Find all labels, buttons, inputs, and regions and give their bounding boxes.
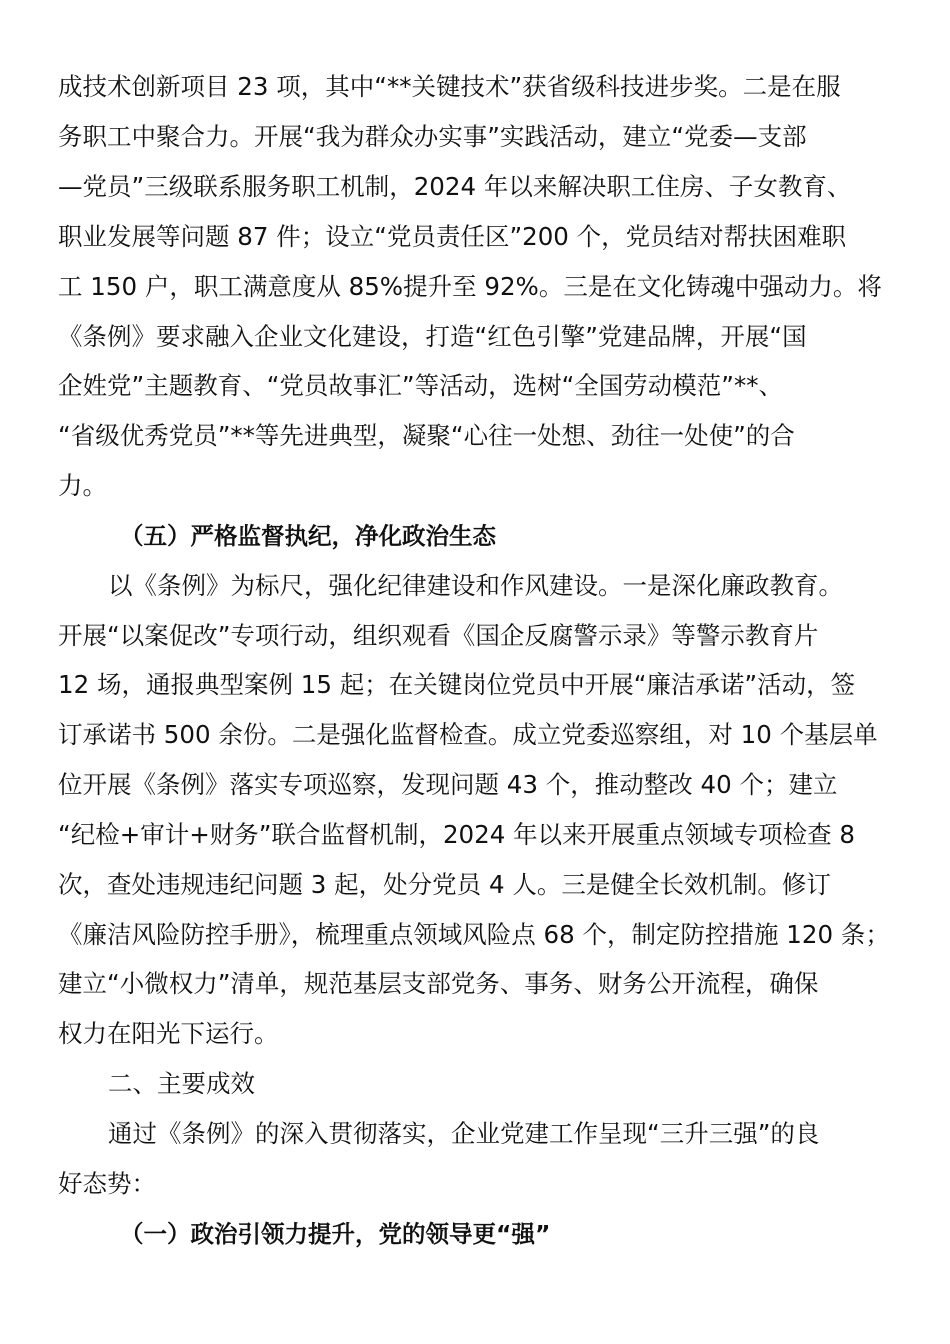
paragraph-line: 《廉洁风险防控手册》，梳理重点领域风险点 68 个，制定防控措施 120 条； (58, 920, 890, 949)
paragraph-line: 企姓党”主题教育、“党员故事汇”等活动，选树“全国劳动模范”**、 (58, 371, 783, 400)
paragraph-line: 以《条例》为标尺，强化纪律建设和作风建设。一是深化廉政教育。 (108, 571, 843, 600)
paragraph-line: 工 150 户，职工满意度从 85%提升至 92%。三是在文化铸魂中强动力。将 (58, 272, 882, 301)
paragraph-line: 《条例》要求融入企业文化建设，打造“红色引擎”党建品牌，开展“国 (58, 322, 807, 351)
paragraph-line: 12 场，通报典型案例 15 起；在关键岗位党员中开展“廉洁承诺”活动，签 (58, 670, 856, 699)
paragraph-line: 建立“小微权力”清单，规范基层支部党务、事务、财务公开流程，确保 (58, 969, 819, 998)
paragraph-line: 位开展《条例》落实专项巡察，发现问题 43 个，推动整改 40 个；建立 (58, 770, 838, 799)
paragraph-line: 好态势： (58, 1169, 156, 1198)
paragraph-line: 权力在阳光下运行。 (58, 1019, 279, 1048)
paragraph-line: 务职工中聚合力。开展“我为群众办实事”实践活动，建立“党委—支部 (58, 122, 807, 151)
paragraph-line: 力。 (58, 471, 107, 500)
paragraph-line: “纪检+审计+财务”联合监督机制，2024 年以来开展重点领域专项检查 8 (58, 820, 855, 849)
paragraph-line: 开展“以案促改”专项行动，组织观看《国企反腐警示录》等警示教育片 (58, 621, 819, 650)
paragraph-line: 订承诺书 500 余份。二是强化监督检查。成立党委巡察组，对 10 个基层单 (58, 720, 878, 749)
paragraph-line: 成技术创新项目 23 项，其中“**关键技术”获省级科技进步奖。二是在服 (58, 72, 841, 101)
paragraph-line: 职业发展等问题 87 件；设立“党员责任区”200 个，党员结对帮扶困难职 (58, 222, 847, 251)
section-heading: （一）政治引领力提升，党的领导更“强” (120, 1220, 551, 1248)
paragraph-line: “省级优秀党员”**等先进典型，凝聚“心往一处想、劲往一处使”的合 (58, 421, 795, 450)
paragraph-line: 次，查处违规违纪问题 3 起，处分党员 4 人。三是健全长效机制。修订 (58, 870, 831, 899)
paragraph-line: 通过《条例》的深入贯彻落实，企业党建工作呈现“三升三强”的良 (108, 1119, 820, 1148)
section-heading: 二、主要成效 (108, 1069, 255, 1098)
paragraph-line: —党员”三级联系服务职工机制，2024 年以来解决职工住房、子女教育、 (58, 172, 852, 201)
section-heading: （五）严格监督执纪，净化政治生态 (120, 522, 496, 550)
